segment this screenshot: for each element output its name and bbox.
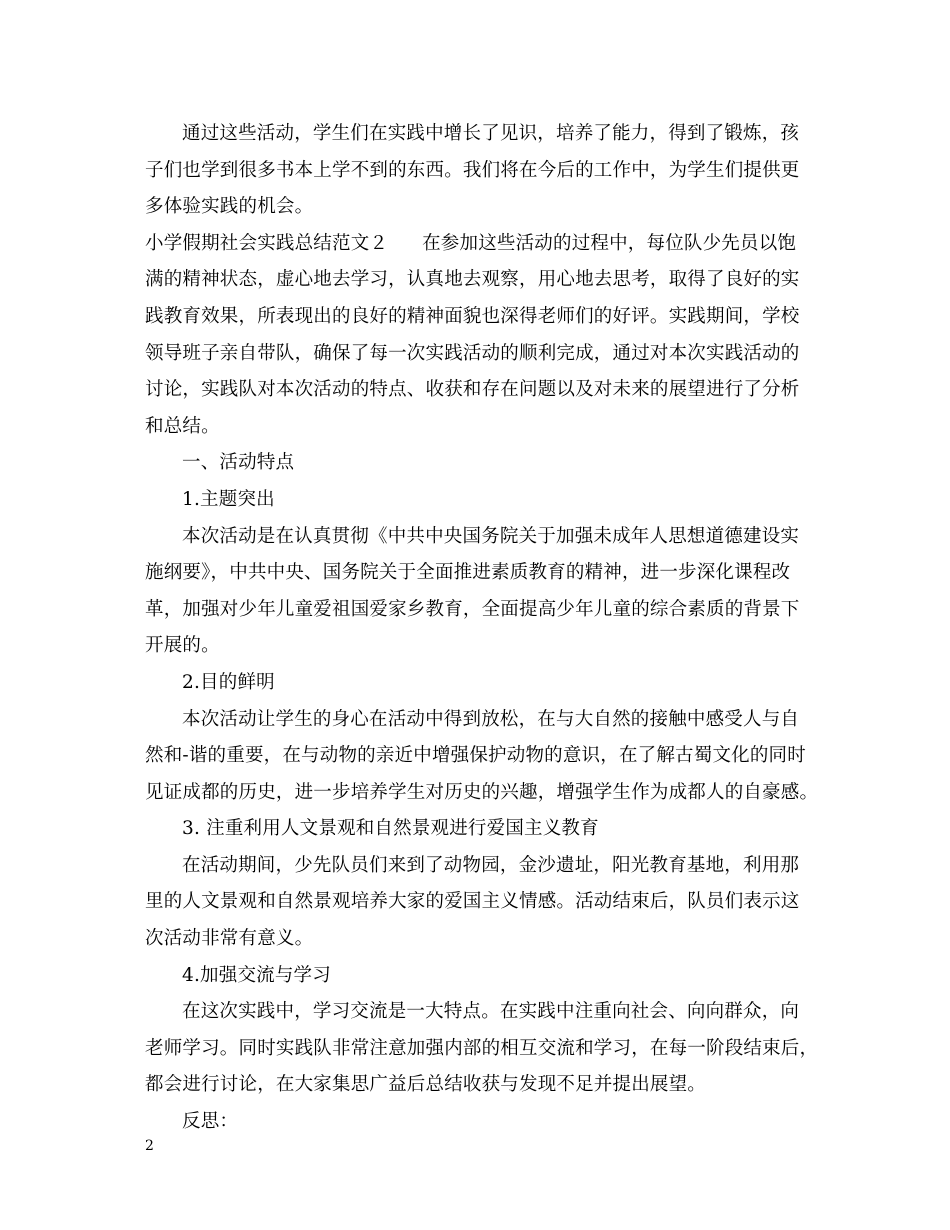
section-title: 一、活动特点 <box>182 452 295 474</box>
paragraph-line: 里的人文景观和自然景观培养大家的爱国主义情感。活动结束后，队员们表示这 <box>145 891 800 913</box>
heading-line <box>145 226 805 263</box>
paragraph-text: 在参加这些活动的过程中，每位队少先员以饱 <box>422 232 797 254</box>
section-heading: 小学假期社会实践总结范文２ <box>145 232 389 254</box>
paragraph-line: 革，加强对少年儿童爱祖国爱家乡教育，全面提高少年儿童的综合素质的背景下 <box>145 598 800 620</box>
paragraph-line: 然和-谐的重要，在与动物的亲近中增强保护动物的意识，在了解古蜀文化的同时 <box>145 745 806 767</box>
paragraph-line: 领导班子亲自带队，确保了每一次实践活动的顺利完成，通过对本次实践活动的 <box>145 342 800 364</box>
paragraph-line: 本次活动是在认真贯彻《中共中央国务院关于加强未成年人思想道德建设实 <box>182 525 800 547</box>
paragraph-line: 子们也学到很多书本上学不到的东西。我们将在今后的工作中，为学生们提供更 <box>145 159 800 181</box>
paragraph-line: 开展的。 <box>145 635 220 657</box>
subsection-title: 2.目的鲜明 <box>182 671 275 693</box>
page-number: 2 <box>145 1138 154 1154</box>
subsection-title: 4.加强交流与学习 <box>182 964 331 986</box>
subsection-title: 3. 注重利用人文景观和自然景观进行爱国主义教育 <box>182 818 599 840</box>
paragraph-line: 施纲要》，中共中央、国务院关于全面推进素质教育的精神，进一步深化课程改 <box>145 562 791 584</box>
paragraph-line: 满的精神状态，虚心地去学习，认真地去观察，用心地去思考，取得了良好的实 <box>145 269 800 291</box>
paragraph-line: 都会进行讨论，在大家集思广益后总结收获与发现不足并提出展望。 <box>145 1074 707 1096</box>
paragraph-line: 通过这些活动，学生们在实践中增长了见识，培养了能力，得到了锻炼，孩 <box>182 123 800 144</box>
paragraph-line: 见证成都的历史，进一步培养学生对历史的兴趣，增强学生作为成都人的自豪感。 <box>145 781 819 803</box>
paragraph-line: 反思： <box>182 1111 239 1133</box>
paragraph-line: 和总结。 <box>145 415 220 437</box>
paragraph-line: 本次活动让学生的身心在活动中得到放松，在与大自然的接触中感受人与自 <box>182 708 800 730</box>
paragraph-line: 次活动非常有意义。 <box>145 928 314 950</box>
paragraph-line: 讨论，实践队对本次活动的特点、收获和存在问题以及对未来的展望进行了分析 <box>145 379 800 401</box>
paragraph-line: 践教育效果，所表现出的良好的精神面貌也深得老师们的好评。实践期间，学校 <box>145 305 800 327</box>
paragraph-line: 在这次实践中，学习交流是一大特点。在实践中注重向社会、向向群众，向 <box>182 1001 800 1023</box>
paragraph-line: 在活动期间，少先队员们来到了动物园，金沙遗址，阳光教育基地，利用那 <box>182 854 800 876</box>
subsection-title: 1.主题突出 <box>182 488 275 510</box>
document-body <box>145 116 819 1141</box>
paragraph-line: 多体验实践的机会。 <box>145 196 314 218</box>
paragraph-line: 老师学习。同时实践队非常注意加强内部的相互交流和学习，在每一阶段结束后， <box>145 1037 819 1059</box>
